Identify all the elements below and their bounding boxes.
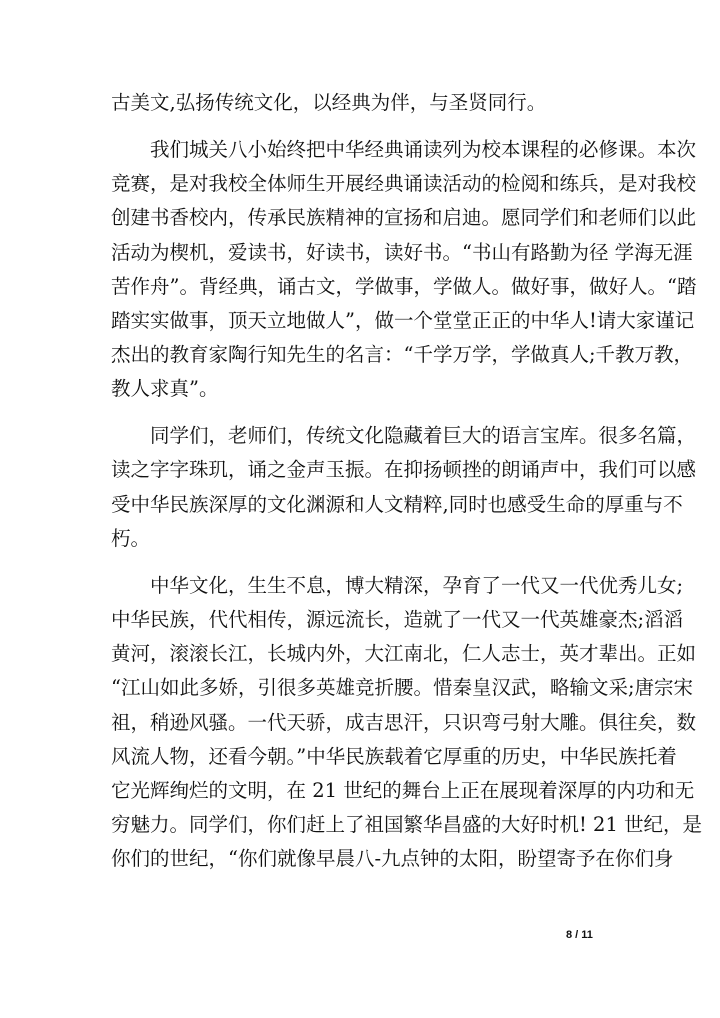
paragraph	[111, 569, 703, 877]
text-line: 我们城关八小始终把中华经典诵读列为校本课程的必修课。本次	[150, 137, 697, 161]
paragraph	[111, 133, 697, 407]
document-body	[111, 86, 703, 877]
text-line: 踏实实做事，顶天立地做人”，做一个堂堂正正的中华人!请大家谨记	[111, 308, 695, 332]
text-line: 教人求真”。	[111, 377, 219, 401]
text-line: 创建书香校内，传承民族精神的宣扬和启迪。愿同学们和老师们以此	[111, 206, 697, 230]
text-line: 竞赛，是对我校全体师生开展经典诵读活动的检阅和练兵，是对我校	[111, 172, 697, 196]
paragraph-gap	[111, 120, 631, 133]
text-line: 风流人物，还看今朝。”中华民族载着它厚重的历史，中华民族托着	[111, 744, 677, 768]
text-line: 同学们，老师们，传统文化隐藏着巨大的语言宝库。很多名篇，	[150, 424, 697, 448]
text-line: 它光辉绚烂的文明，在 21 世纪的舞台上正在展现着深厚的内功和无	[111, 778, 695, 802]
text-line: 读之字字珠玑，诵之金声玉振。在抑扬顿挫的朗诵声中，我们可以感	[111, 458, 697, 482]
text-line: 活动为楔机，爱读书，好读书，读好书。“书山有路勤为径 学海无涯	[111, 240, 693, 264]
text-line: 你们的世纪，“你们就像早晨八-九点钟的太阳，盼望寄予在你们身	[111, 847, 674, 871]
text-line: 穷魅力。同学们，你们赶上了祖国繁华昌盛的大好时机! 21 世纪，是	[111, 813, 703, 837]
paragraph	[111, 419, 697, 556]
text-line: 古美文,弘扬传统文化，以经典为伴，与圣贤同行。	[111, 91, 547, 114]
text-line: 祖，稍逊风骚。一代天骄，成吉思汗，只识弯弓射大雕。俱往矣，数	[111, 710, 697, 734]
text-line: 中华民族，代代相传，源远流长，造就了一代又一代英雄豪杰;滔滔	[111, 608, 684, 632]
text-line: 苦作舟”。背经典，诵古文，学做事，学做人。做好事，做好人。“踏	[111, 274, 697, 298]
paragraph	[111, 86, 631, 120]
paragraph-gap	[111, 556, 631, 569]
text-line: 杰出的教育家陶行知先生的名言：“千学万学，学做真人;千教万教，	[111, 343, 694, 367]
page-number: 8 / 11	[566, 929, 593, 941]
text-line: 中华文化，生生不息，博大精深，孕育了一代又一代优秀儿女;	[150, 573, 684, 597]
text-line: 朽。	[111, 526, 151, 550]
text-line: 黄河，滚滚长江，长城内外，大江南北，仁人志士，英才辈出。正如	[111, 642, 697, 666]
text-line: “江山如此多娇，引很多英雄竞折腰。惜秦皇汉武，略输文采;唐宗宋	[111, 676, 694, 700]
paragraph-gap	[111, 406, 631, 419]
text-line: 受中华民族深厚的文化渊源和人文精粹,同时也感受生命的厚重与不	[111, 492, 683, 516]
